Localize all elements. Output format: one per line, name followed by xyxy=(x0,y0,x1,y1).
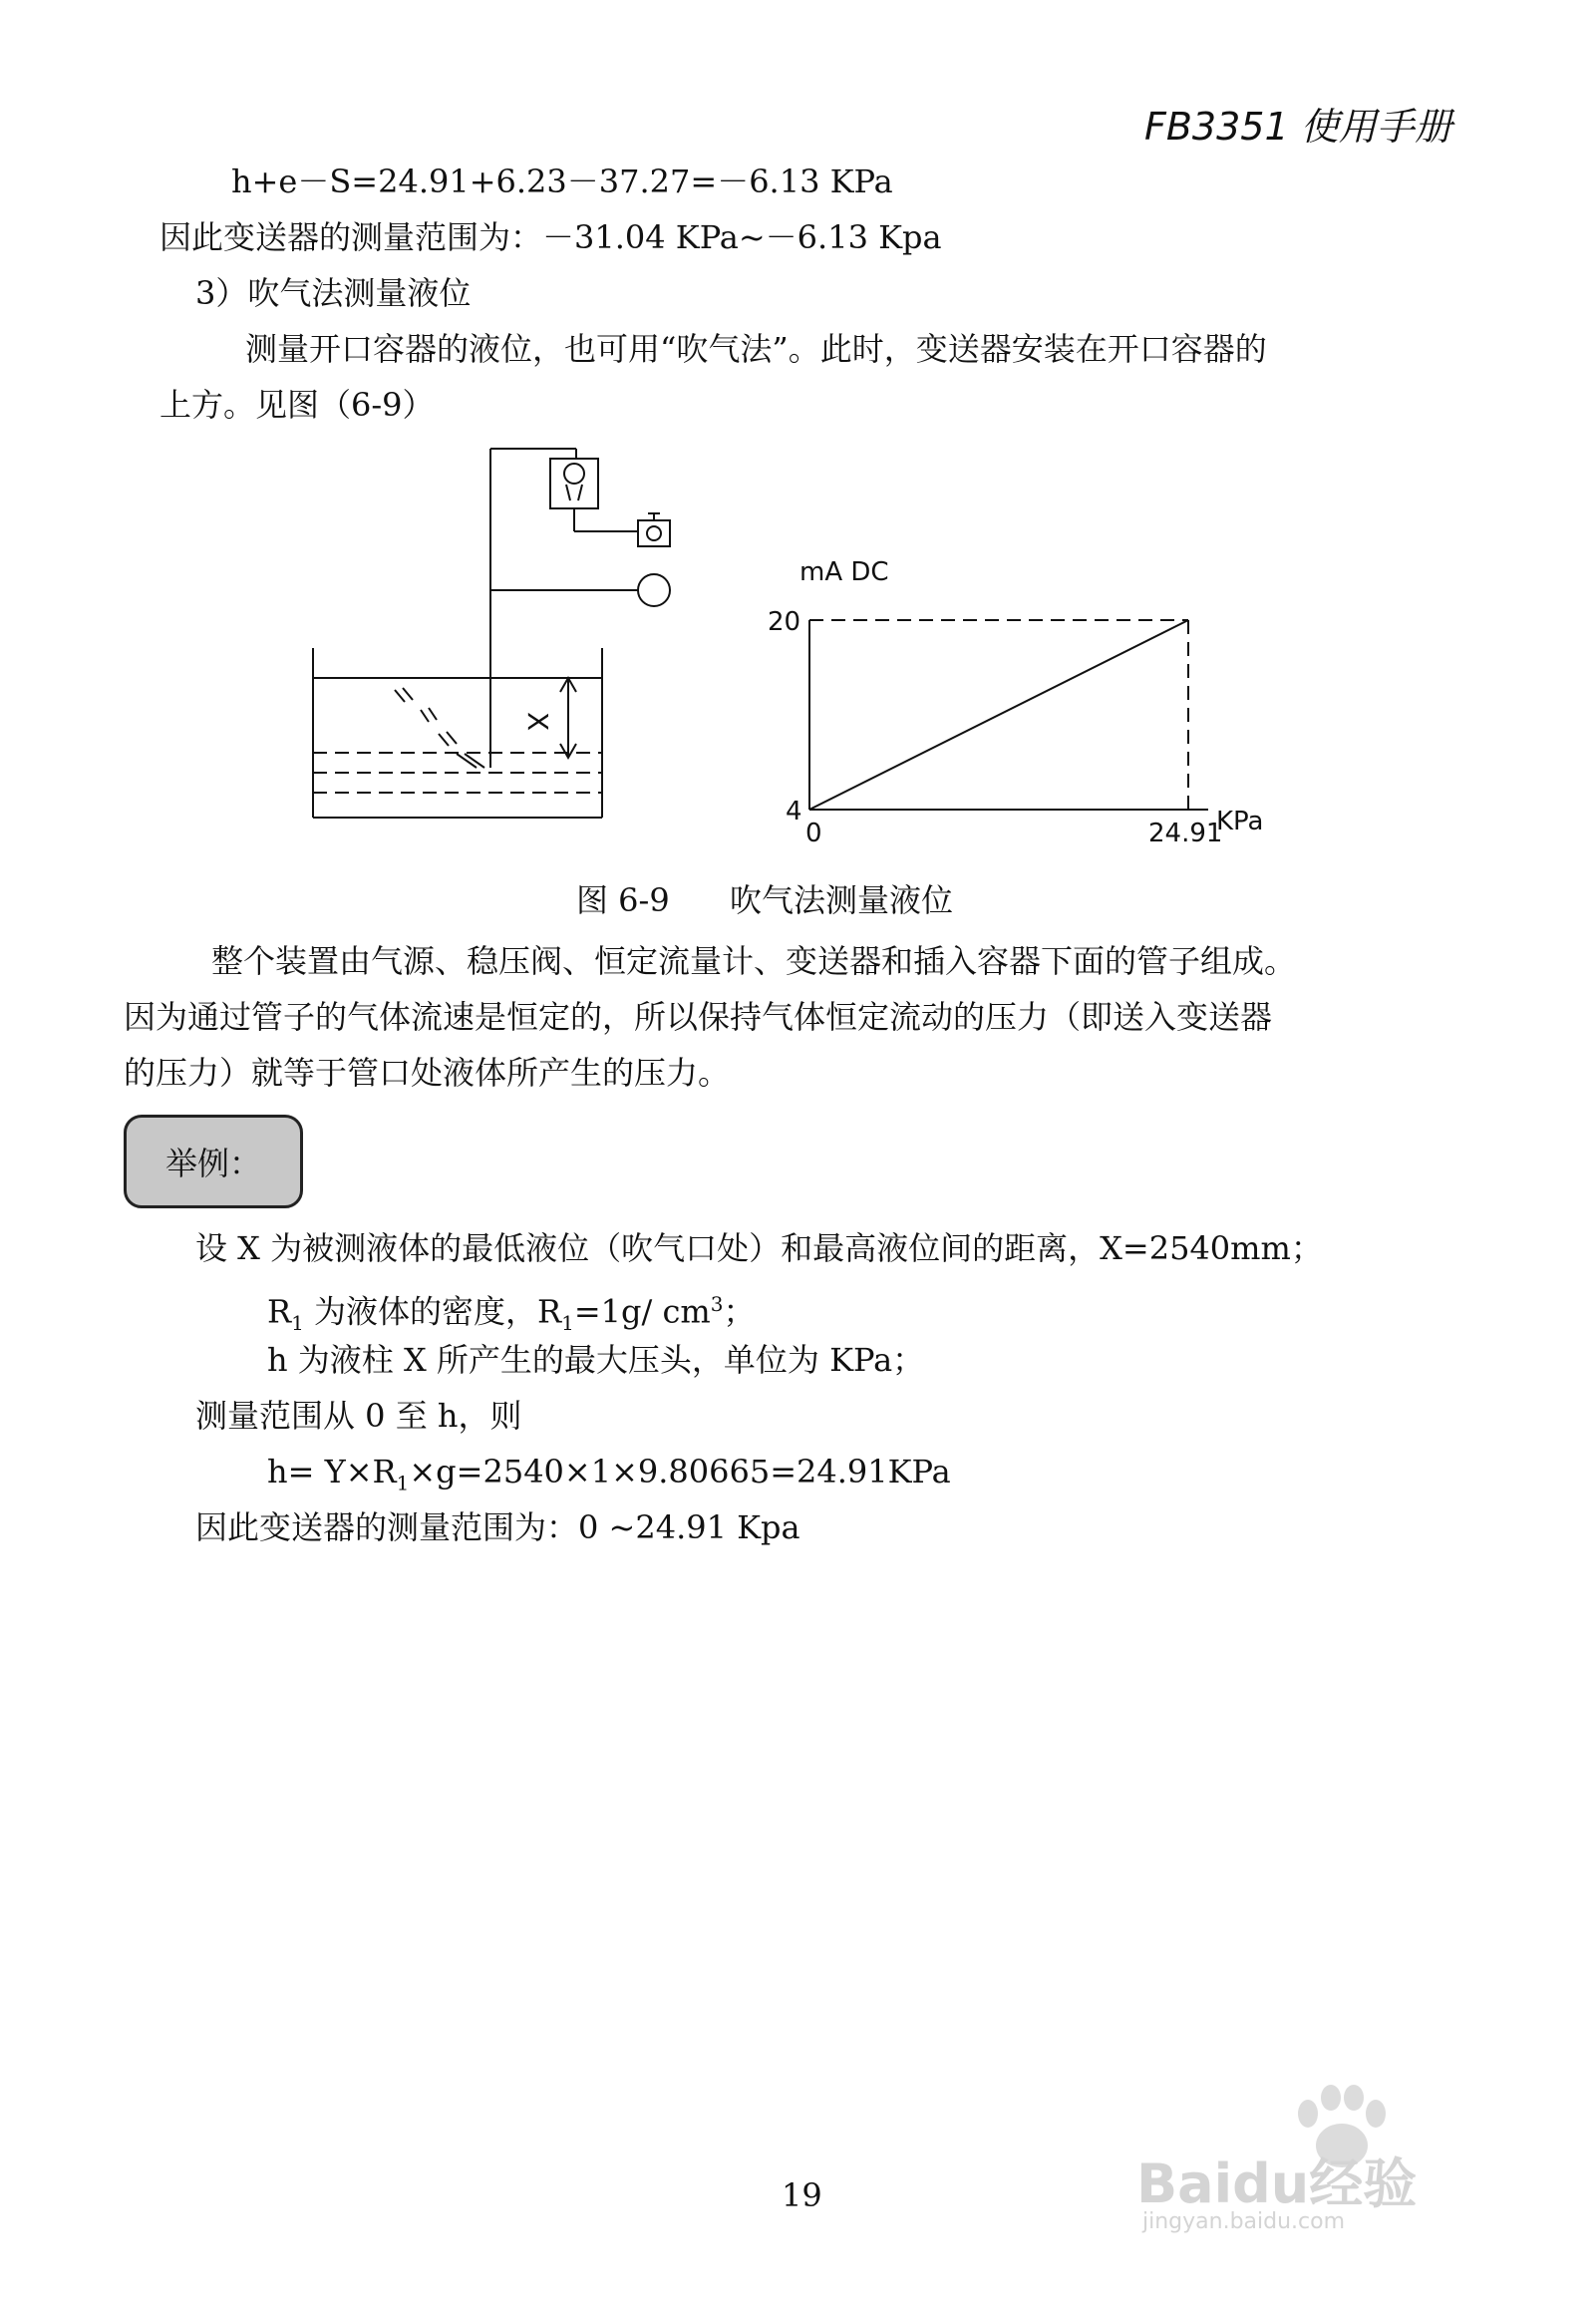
example-line-5: $h= Y\times R_1\times g=2540\times 1\times 9.80665=24.91KPa$ xyxy=(267,1453,951,1495)
example-label-box xyxy=(124,1115,303,1208)
apparatus-diagram xyxy=(299,429,718,837)
example-label: 举例： xyxy=(164,1145,261,1182)
chart-x-tick-min: 0 xyxy=(805,819,822,848)
section-heading: 3）吹气法测量液位 xyxy=(195,274,472,312)
chart-y-tick-min: 4 xyxy=(786,797,802,827)
chart-y-tick-max: 20 xyxy=(768,607,801,637)
chart-y-label: mA DC xyxy=(799,557,889,587)
example-line-2: $R_1$ 为液体的密度，$R_1=1g/$ $cm^3$； xyxy=(267,1292,756,1336)
output-chart xyxy=(758,538,1296,877)
paragraph-2c: 的压力）就等于管口处液体所产生的压力。 xyxy=(124,1054,731,1092)
formula-line: h+e－S=24.91+6.23－37.27=－6.13 KPa xyxy=(231,163,893,200)
example-line-1: 设 X 为被测液体的最低液位（吹气口处）和最高液位间的距离，X=2540mm； xyxy=(195,1229,1323,1267)
watermark-url: jingyan.baidu.com xyxy=(1142,2209,1346,2234)
chart-x-tick-max: 24.91 xyxy=(1148,819,1223,848)
paragraph-1: 测量开口容器的液位，也可用“吹气法”。此时，变送器安装在开口容器的 xyxy=(245,330,1267,368)
range-line: 因此变送器的测量范围为：－31.04 KPa~－6.13 Kpa xyxy=(160,218,942,256)
page-number: 19 xyxy=(782,2176,822,2214)
paragraph-2a: 整个装置由气源、稳压阀、恒定流量计、变送器和插入容器下面的管子组成。 xyxy=(211,942,1297,980)
watermark-brand: Baidu经验 xyxy=(1136,2152,1418,2215)
example-line-3: h 为液柱 X 所产生的最大压头，单位为 KPa； xyxy=(267,1341,925,1379)
header-title: FB3351 使用手册 xyxy=(1144,105,1452,149)
paragraph-2b: 因为通过管子的气体流速是恒定的，所以保持气体恒定流动的压力（即送入变送器 xyxy=(124,998,1273,1036)
chart-series-line xyxy=(809,620,1188,810)
watermark-logo xyxy=(1136,2084,1535,2233)
example-line-4: 测量范围从 0 至 h，则 xyxy=(195,1397,522,1435)
example-line-6: 因此变送器的测量范围为：0 ~24.91 Kpa xyxy=(195,1508,800,1546)
figure-caption-label: 图 6-9 xyxy=(576,881,670,919)
paragraph-1-cont: 上方。见图（6-9） xyxy=(160,386,435,424)
diagram-x-label: X xyxy=(521,712,554,732)
chart-x-label: KPa xyxy=(1216,807,1264,836)
figure-caption-title: 吹气法测量液位 xyxy=(730,881,954,919)
